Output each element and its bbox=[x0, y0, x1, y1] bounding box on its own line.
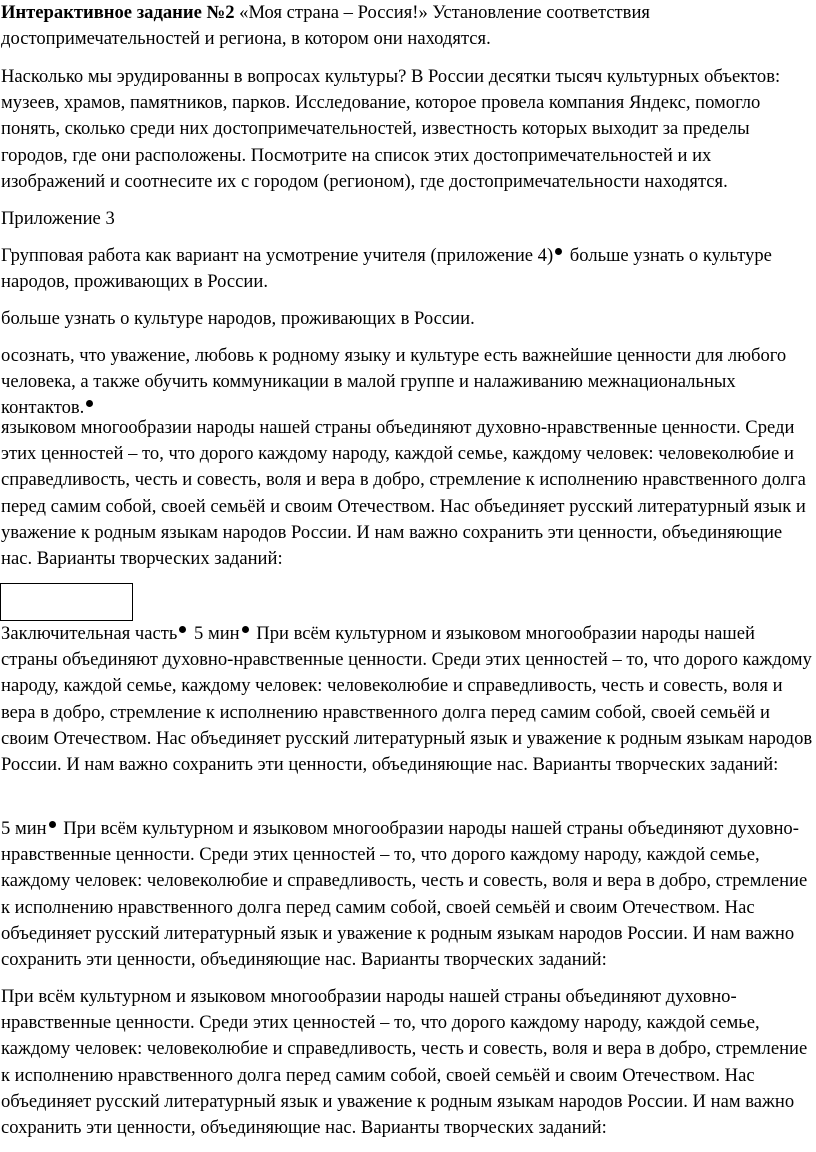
bullet-icon bbox=[555, 248, 562, 255]
task-heading-title: «Моя страна – Россия!» Установление соответствия достопримечательностей и региона, в котором они находятся. bbox=[1, 2, 650, 50]
closing-paragraph: При всём культурном и языковом многообразии народы нашей страны объединяют духовно-нравственные ценности. Среди этих ценностей – то, что дорого каждому народу, каждой семье, каждому человек: человеколюбие и справедливость, честь и совесть, воля и вера в добро, стремление к исполнению нравственного долга перед самим собой, своей семьёй и своим Отечеством. Нас объединяет русский литературный язык и уважение к родным языкам народов России. И нам важно сохранить эти ценности, объединяющие нас. Варианты творческих заданий: bbox=[1, 986, 808, 1139]
bullet-icon bbox=[86, 400, 93, 407]
empty-text-box bbox=[0, 583, 133, 621]
group-work-goal: больше узнать о культуре народов, проживающих в России. bbox=[1, 245, 772, 293]
final-part-paragraph bbox=[1, 621, 813, 778]
awareness-paragraph bbox=[1, 343, 813, 422]
values-paragraph: языковом многообразии народы нашей страны объединяют духовно-нравственные ценности. Среди этих ценностей – то, что дорого каждому народу, каждой семье, каждому человек: человеколюбие и справедливость, честь и совесть, воля и вера в добро, стремление к исполнению нравственного долга перед самим собой, своей семьёй и своим Отечеством. Нас объединяет русский литературный язык и уважение к родным языкам народов России. И нам важно сохранить эти ценности, объединяющие нас. Варианты творческих заданий: bbox=[1, 417, 806, 570]
five-min-duration: 5 мин bbox=[1, 818, 47, 839]
final-part-label: Заключительная часть bbox=[1, 623, 178, 644]
awareness-text: осознать, что уважение, любовь к родному языку и культуре есть важнейшие ценности для любого человека, а также обучить коммуникации в малой группе и налаживанию межнациональных контактов. bbox=[1, 345, 787, 419]
intro-paragraph: Насколько мы эрудированны в вопросах культуры? В России десятки тысяч культурных объектов: музеев, храмов, памятников, парков. Исследование, которое провела компания Яндекс, помогло понять, сколько среди них достопримечательностей, известность которых выходит за пределы городов, где они расположены. Посмотрите на список этих достопримечательностей и их изображений и соотнесите их с городом (регионом), где достопримечательности находятся. bbox=[1, 66, 781, 192]
final-part-duration: 5 мин bbox=[189, 623, 240, 644]
bullet-icon bbox=[179, 626, 186, 633]
appendix-label: Приложение 3 bbox=[1, 208, 115, 229]
task-heading-label: Интерактивное задание №2 bbox=[1, 2, 235, 23]
five-min-text: При всём культурном и языковом многообразии народы нашей страны объединяют духовно-нравственные ценности. Среди этих ценностей – то, что дорого каждому народу, каждой семье, каждому человек: человеколюбие и справедливость, честь и совесть, воля и вера в добро, стремление к исполнению нравственного долга перед самим собой, своей семьёй и своим Отечеством. Нас объединяет русский литературный язык и уважение к родным языкам народов России. И нам важно сохранить эти ценности, объединяющие нас. Варианты творческих заданий: bbox=[1, 818, 808, 971]
bullet-icon bbox=[49, 821, 56, 828]
goal-line: больше узнать о культуре народов, проживающих в России. bbox=[1, 308, 475, 329]
final-part-text: При всём культурном и языковом многообразии народы нашей страны объединяют духовно-нравственные ценности. Среди этих ценностей – то, что дорого каждому народу, каждой семье, каждому человек: человеколюбие и справедливость, честь и совесть, воля и вера в добро, стремление к исполнению нравственного долга перед самим собой, своей семьёй и своим Отечеством. Нас объединяет русский литературный язык и уважение к родным языкам народов России. И нам важно сохранить эти ценности, объединяющие нас. Варианты творческих заданий: bbox=[1, 623, 813, 776]
group-work-paragraph bbox=[1, 243, 813, 295]
five-min-paragraph bbox=[1, 816, 813, 973]
bullet-icon bbox=[242, 626, 249, 633]
task-heading bbox=[1, 0, 813, 52]
group-work-text: Групповая работа как вариант на усмотрение учителя (приложение 4) bbox=[1, 245, 554, 266]
